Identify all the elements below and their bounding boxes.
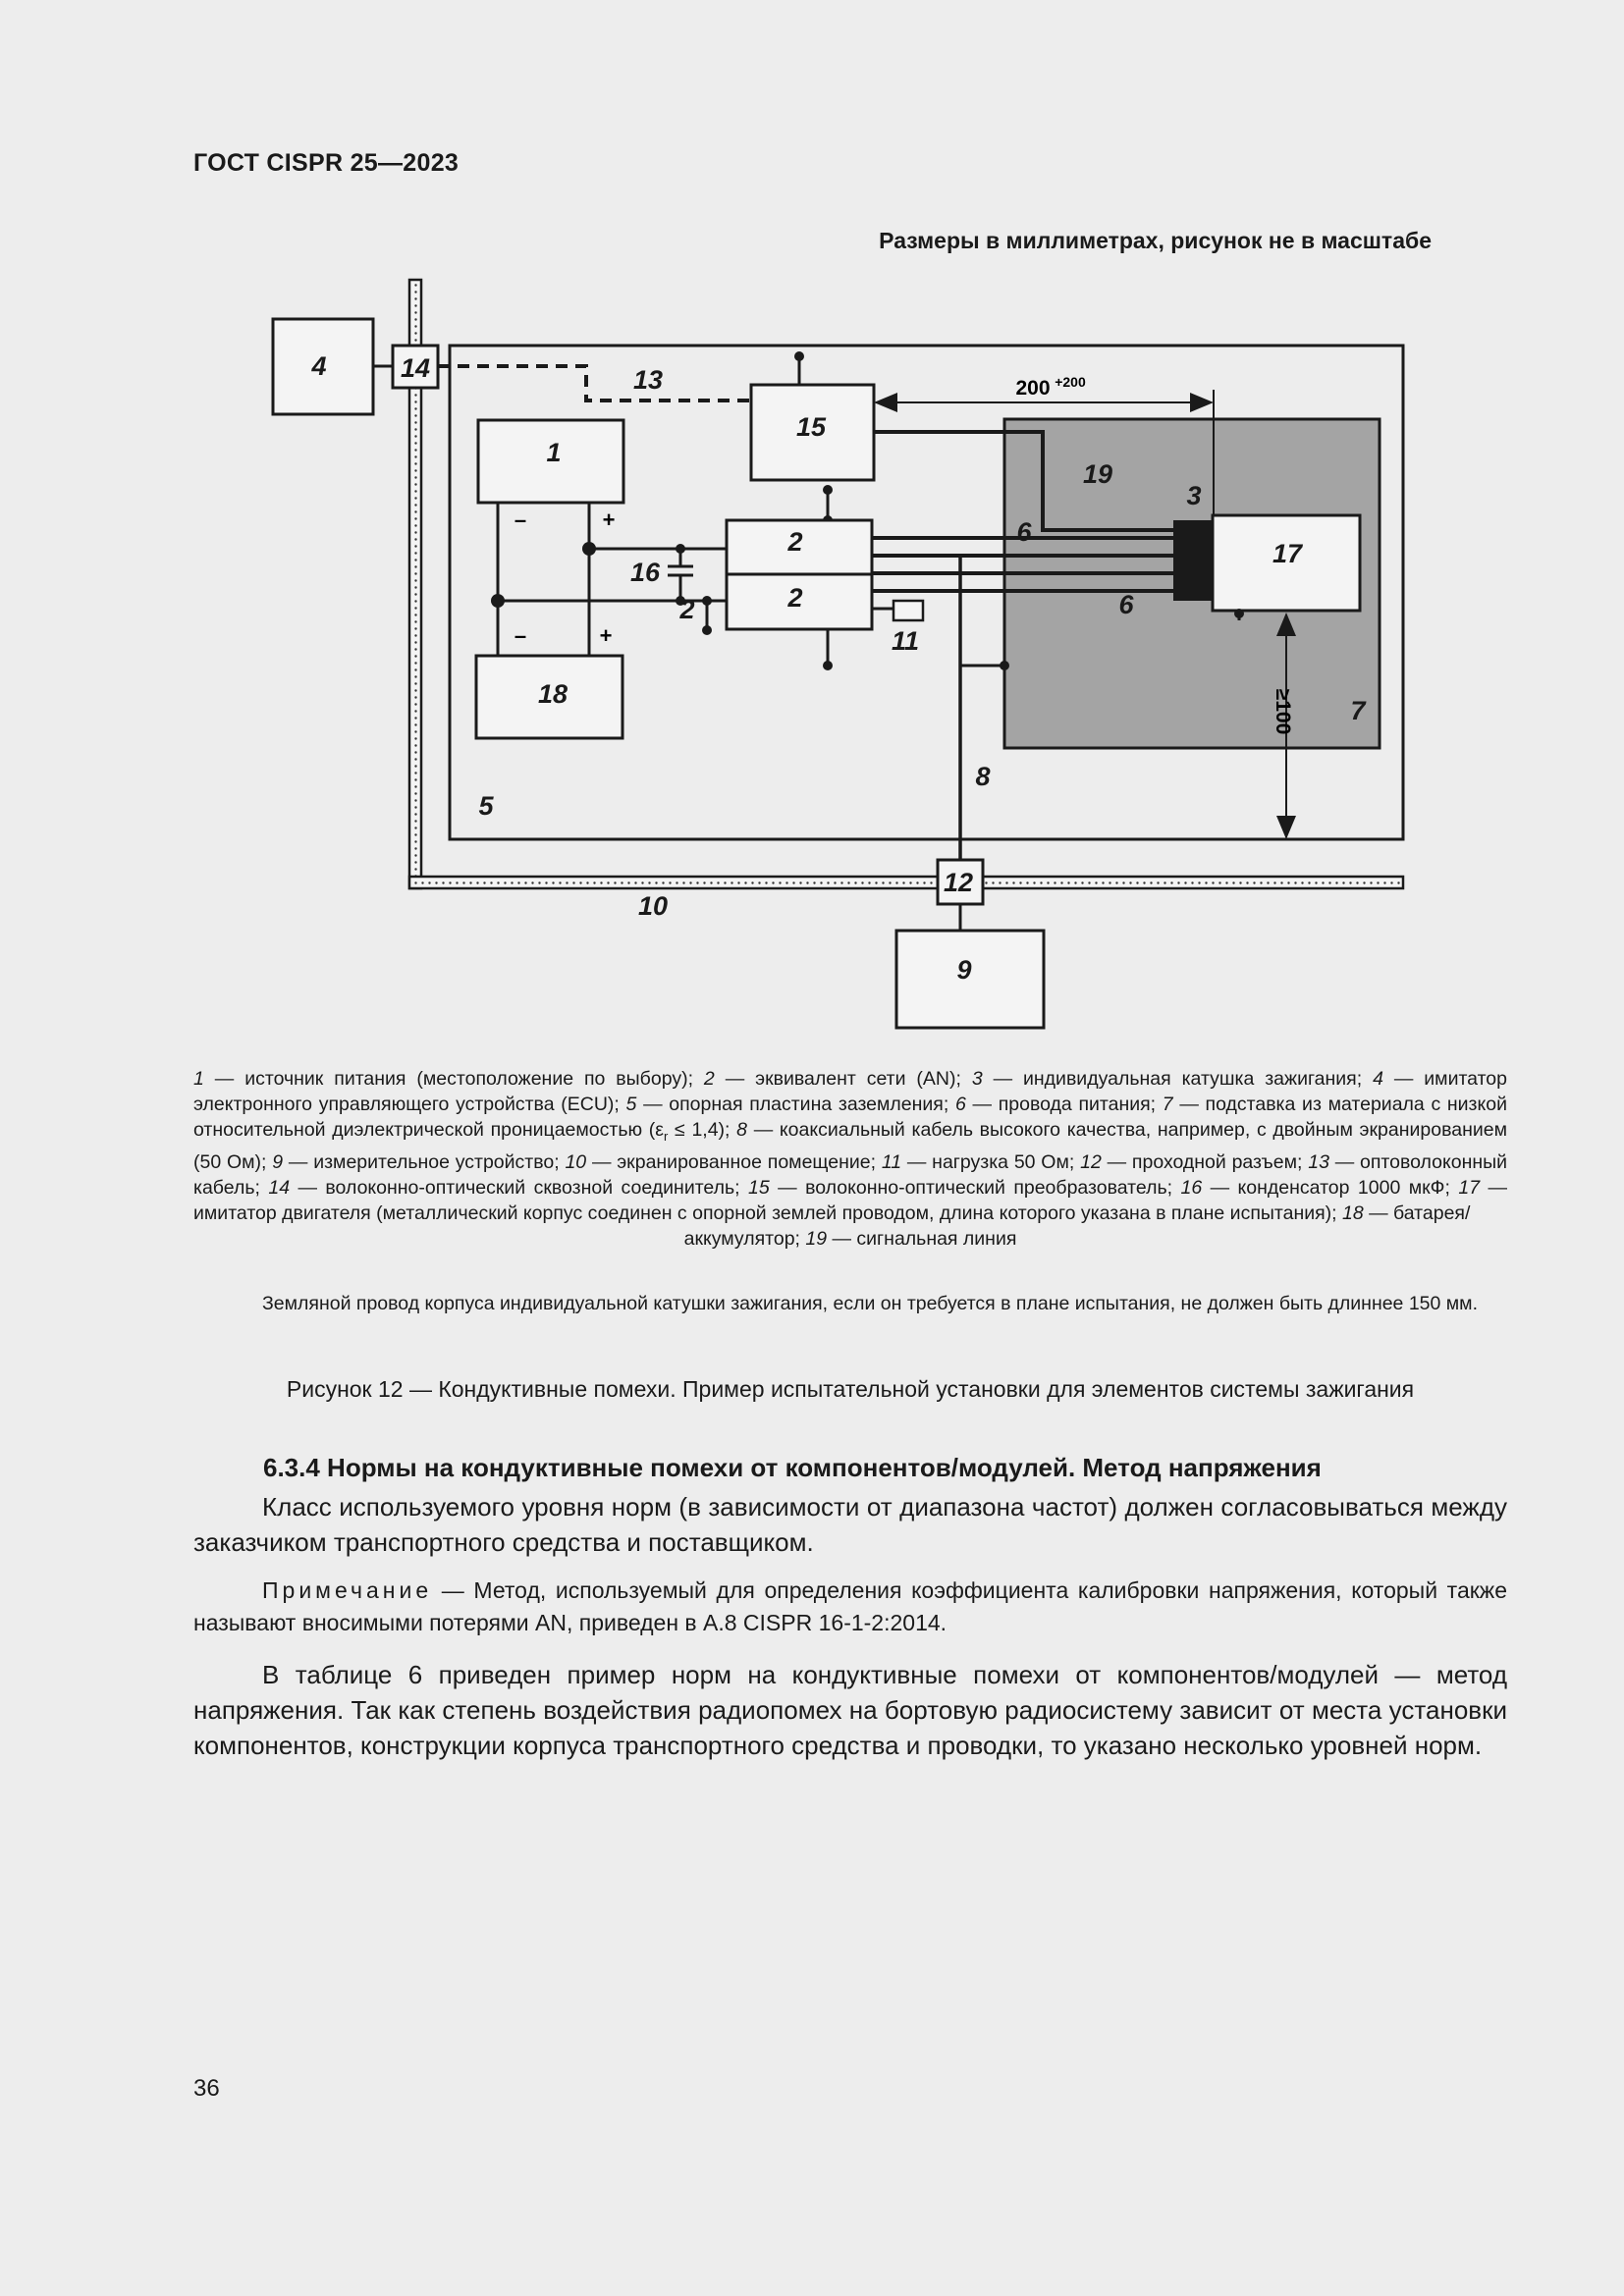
ignition-coil	[1173, 520, 1213, 601]
label-19: 19	[1082, 459, 1113, 489]
figure-units-note: Размеры в миллиметрах, рисунок не в масштабе	[879, 228, 1432, 253]
figure-caption: Рисунок 12 — Кондуктивные помехи. Пример испытательной установки для элементов системы зажигания	[286, 1376, 1415, 1402]
page-number: 36	[193, 2075, 220, 2102]
plus-sign-1: +	[602, 507, 616, 532]
label-6-lower: 6	[1118, 590, 1134, 619]
paragraph-2: В таблице 6 приведен пример норм на кондуктивные помехи от компонентов/модулей — метод напряжения. Так как степень воздействия радиопомех на бортовую радиосистему зависит от места установки компонентов, конструкции корпуса транспортного средства и проводки, то указано несколько уровней норм.	[193, 1660, 1507, 1760]
label-11: 11	[891, 626, 920, 656]
label-2-upper: 2	[787, 527, 803, 557]
label-9: 9	[956, 955, 972, 985]
label-12: 12	[943, 868, 974, 897]
fiber-optic-cable	[438, 366, 751, 400]
note-label: Примечание	[262, 1577, 433, 1603]
dimension-100-label: ≥100	[1272, 688, 1294, 735]
label-7: 7	[1350, 696, 1366, 725]
label-16: 16	[629, 558, 661, 587]
ground-wire-note: Земляной провод корпуса индивидуальной катушки зажигания, если он требуется в плане испытания, не должен быть длиннее 150 мм.	[262, 1293, 1479, 1314]
label-13: 13	[632, 365, 664, 395]
figure-legend: 1 — источник питания (местоположение по выбору); 2 — эквивалент сети (AN); 3 — индивидуальная катушка зажигания; 4 — имитатор электронного управляющего устройства (ECU); 5 — опорная пластина заземления; 6 — провода питания; 7 — подставка из материала с низкой относительной диэлектрической проницаемостью $(\varepsilon_r \le 1,4)$; 8 — коаксиальный кабель высокого качества, например, с двойным экранированием (50 Ом); 9 — измерительное устройство; 10 — экранированное помещение; 11 — нагрузка 50 Ом; 12 — проходной разъем; 13 — оптоволоконный кабель; 14 — волоконно-оптический сквозной соединитель; 15 — волоконно-оптический преобразователь; 16 — конденсатор 1000 мкФ; 17 — имитатор двигателя (металлический корпус соединен с опорной землей проводом, длина которого указана в плане испытания); 18 — батарея/ аккумулятор; 19 — сигнальная линия	[193, 1068, 1508, 1250]
label-5: 5	[478, 791, 494, 821]
minus-sign-2: –	[514, 623, 527, 648]
shielded-room-wall-floor	[409, 877, 1403, 888]
test-setup-diagram	[0, 0, 1624, 1041]
section-heading: 6.3.4 Нормы на кондуктивные помехи от компонентов/модулей. Метод напряжения	[263, 1453, 1322, 1482]
minus-sign-1: –	[514, 507, 527, 532]
document-header: ГОСТ CISPR 25—2023	[193, 149, 460, 177]
dimension-200-label: 200	[1015, 377, 1051, 400]
label-2-lower: 2	[787, 583, 803, 613]
label-4: 4	[311, 351, 327, 381]
paragraph-1: Класс используемого уровня норм (в зависимости от диапазона частот) должен согласовываться между заказчиком транспортного средства и поставщиком.	[193, 1492, 1507, 1557]
label-6-upper: 6	[1016, 517, 1032, 547]
label-1: 1	[546, 438, 562, 467]
dimension-200-tolerance: +200	[1055, 374, 1086, 390]
note-text: — Метод, используемый для определения коэффициента калибровки напряжения, который также называют вносимыми потерями AN, приведен в А.8 CISPR 16-1-2:2014.	[193, 1577, 1507, 1635]
note-paragraph	[193, 1575, 1507, 1639]
plus-sign-2: +	[599, 623, 613, 648]
label-8: 8	[975, 762, 991, 791]
label-15: 15	[795, 412, 827, 442]
label-14: 14	[400, 353, 431, 383]
label-18: 18	[537, 679, 568, 709]
label-2-stub: 2	[679, 595, 695, 624]
label-17: 17	[1272, 539, 1303, 568]
load-50-ohm	[893, 601, 923, 620]
label-10: 10	[637, 891, 669, 921]
label-3: 3	[1186, 481, 1202, 510]
